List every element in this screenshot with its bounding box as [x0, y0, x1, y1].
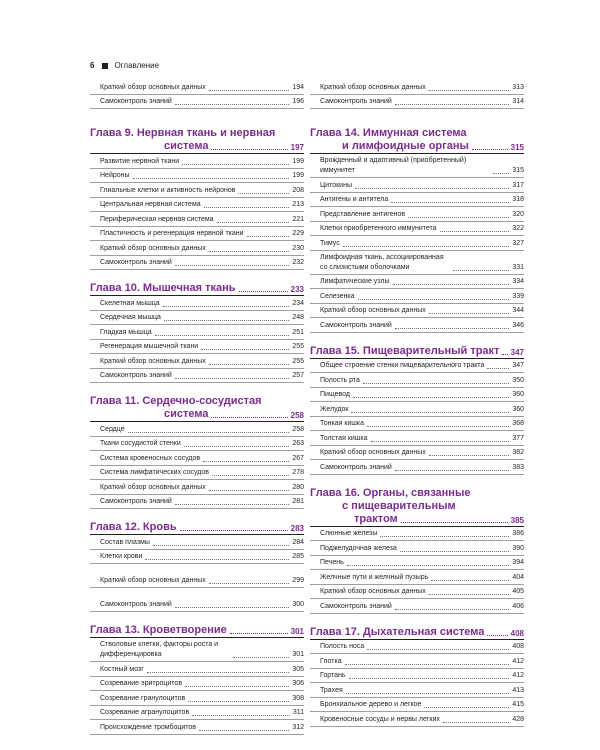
chapter-page: 385	[510, 515, 524, 525]
chapter-12-items	[90, 535, 304, 612]
toc-entry[interactable]: Периферическая нервная система 221	[90, 212, 304, 227]
toc-entry[interactable]: Трахея 413	[310, 683, 524, 698]
chapter-title: Глава 10. Мышечная ткань	[90, 282, 236, 294]
toc-column-left	[90, 80, 304, 735]
toc-entry[interactable]: Система лимфатических сосудов 278	[90, 466, 304, 481]
chapter-13-items	[90, 638, 304, 735]
toc-entry[interactable]: Сердечная мышца 248	[90, 311, 304, 326]
chapter-title: Глава 12. Кровь	[90, 521, 177, 533]
chapter-title-line2: и лимфоидные органы	[342, 140, 469, 152]
chapter-14-heading[interactable]	[310, 127, 524, 154]
toc-entry[interactable]: Регенерация мышечной ткани 255	[90, 340, 304, 355]
chapter-10-items	[90, 296, 304, 383]
chapter-title: Глава 9. Нервная ткань и нервная	[90, 127, 276, 139]
toc-entry[interactable]: Самоконтроль знаний 257	[90, 369, 304, 384]
toc-entry[interactable]: Самоконтроль знаний 406	[310, 599, 524, 614]
toc-entry[interactable]: Желчные пути и желчный пузырь 404	[310, 570, 524, 585]
toc-entry[interactable]: Самоконтроль знаний 314	[310, 95, 524, 110]
toc-entry[interactable]: Полость носа 408	[310, 640, 524, 655]
toc-entry[interactable]: Самоконтроль знаний 196	[90, 95, 304, 110]
toc-entry[interactable]: Общее строение стенки пищеварительного тракта 347	[310, 359, 524, 374]
toc-entry[interactable]: Краткий обзор основных данных 230	[90, 241, 304, 256]
toc-entry[interactable]: Краткий обзор основных данных 280	[90, 480, 304, 495]
chapter-page: 233	[290, 285, 304, 294]
chapter-15-heading[interactable]	[310, 345, 524, 359]
page-number: 6	[90, 61, 95, 70]
toc-entry[interactable]: Стволовые клетки, факторы роста и дифференцировка 301	[90, 638, 304, 662]
chapter-title-line2: система	[164, 408, 209, 420]
toc-entry[interactable]: Тимус 327	[310, 236, 524, 251]
toc-entry[interactable]: Глотка 412	[310, 654, 524, 669]
toc-entry[interactable]: Краткий обзор основных данных 382	[310, 446, 524, 461]
toc-entry[interactable]: Слюнные железы 386	[310, 527, 524, 542]
toc-entry[interactable]: Лимфатические узлы 334	[310, 275, 524, 290]
chapter-9-heading[interactable]	[90, 127, 304, 154]
toc-entry[interactable]: Тонкая кишка 368	[310, 417, 524, 432]
toc-entry[interactable]: Лимфоидная ткань, ассоциированная со слизистыми оболочками 331	[310, 251, 524, 275]
toc-entry[interactable]: Краткий обзор основных данных 299	[90, 564, 304, 588]
toc-entry[interactable]: Полость рта 350	[310, 373, 524, 388]
chapter-9-items	[90, 154, 304, 270]
chapter-title: Глава 11. Сердечно-сосудистая	[90, 395, 262, 407]
section-pre-left	[90, 80, 304, 109]
toc-entry[interactable]: Краткий обзор основных данных 194	[90, 80, 304, 95]
toc-entry[interactable]: Клетки крови 285	[90, 550, 304, 565]
chapter-title: Глава 17. Дыхательная система	[310, 625, 485, 638]
page-header	[90, 61, 159, 70]
chapter-15-items	[310, 359, 524, 475]
toc-entry[interactable]: Цитокины 317	[310, 178, 524, 193]
toc-entry[interactable]: Бронхиальное дерево и легкое 415	[310, 698, 524, 713]
toc-entry[interactable]: Врожденный и адаптивный (приобретенный) иммунитет 315	[310, 154, 524, 178]
chapter-page: 197	[290, 143, 304, 152]
chapter-title-line2: система	[164, 140, 209, 152]
toc-entry[interactable]: Сердце 258	[90, 422, 304, 437]
chapter-title-line2: с пищеварительным	[342, 499, 456, 512]
toc-entry[interactable]: Клетки приобретенного иммунитета 322	[310, 222, 524, 237]
toc-entry[interactable]: Антигены и антитела 318	[310, 193, 524, 208]
chapter-12-heading[interactable]	[90, 521, 304, 535]
toc-entry[interactable]: Кровеносные сосуды и нервы легких 428	[310, 712, 524, 727]
toc-entry[interactable]: Краткий обзор основных данных 313	[310, 80, 524, 95]
toc-entry[interactable]: Нейроны 199	[90, 169, 304, 184]
chapter-13-heading[interactable]	[90, 624, 304, 638]
toc-entry[interactable]: Ткани сосудистой стенки 263	[90, 437, 304, 452]
chapter-16-items	[310, 527, 524, 614]
toc-entry[interactable]: Самоконтроль знаний 281	[90, 495, 304, 510]
toc-entry[interactable]: Самоконтроль знаний 383	[310, 460, 524, 475]
chapter-page: 258	[290, 411, 304, 420]
toc-entry[interactable]: Созревание эритроцитов 306	[90, 677, 304, 692]
square-bullet-icon	[102, 63, 108, 69]
toc-entry[interactable]: Глиальные клетки и активность нейронов 208	[90, 183, 304, 198]
chapter-title: Глава 15. Пищеварительный тракт	[310, 344, 500, 357]
toc-entry[interactable]: Скелетная мышца 234	[90, 296, 304, 311]
chapter-title-line3: трактом	[354, 512, 398, 525]
toc-entry[interactable]: Система кровеносных сосудов 267	[90, 451, 304, 466]
toc-entry[interactable]: Созревание агранулоцитов 311	[90, 706, 304, 721]
chapter-title: Глава 16. Органы, связанные	[310, 486, 471, 499]
chapter-17-items	[310, 640, 524, 727]
toc-entry[interactable]: Центральная нервная система 213	[90, 198, 304, 213]
toc-entry[interactable]: Развитие нервной ткани 199	[90, 154, 304, 169]
toc-column-right	[310, 80, 524, 727]
chapter-page: 315	[510, 143, 524, 152]
toc-entry[interactable]: Гортань 412	[310, 669, 524, 684]
chapter-title: Глава 14. Иммунная система	[310, 127, 467, 139]
toc-entry[interactable]: Происхождение тромбоцитов 312	[90, 720, 304, 735]
chapter-17-heading[interactable]	[310, 626, 524, 640]
toc-entry[interactable]: Поджелудочная железа 390	[310, 541, 524, 556]
chapter-page: 301	[290, 627, 304, 636]
toc-entry[interactable]: Состав плазмы 284	[90, 535, 304, 550]
chapter-page: 283	[290, 524, 304, 533]
chapter-page: 347	[510, 347, 524, 357]
toc-entry[interactable]: Костный мозг 305	[90, 662, 304, 677]
toc-entry[interactable]: Печень 394	[310, 556, 524, 571]
page-header-title: Оглавление	[114, 61, 160, 70]
chapter-14-items	[310, 154, 524, 333]
toc-entry[interactable]: Краткий обзор основных данных 405	[310, 585, 524, 600]
toc-entry[interactable]: Гладкая мышца 251	[90, 325, 304, 340]
chapter-10-heading[interactable]	[90, 282, 304, 296]
toc-entry[interactable]: Представление антигенов 320	[310, 207, 524, 222]
toc-entry[interactable]: Пищевод 360	[310, 388, 524, 403]
section-pre-right	[310, 80, 524, 109]
toc-entry[interactable]: Пластичность и регенерация нервной ткани 229	[90, 227, 304, 242]
chapter-page: 408	[510, 628, 524, 638]
toc-entry[interactable]: Краткий обзор основных данных 344	[310, 304, 524, 319]
toc-entry[interactable]: Толстая кишка 377	[310, 431, 524, 446]
chapter-16-heading[interactable]	[310, 487, 524, 527]
chapter-title: Глава 13. Кроветворение	[90, 624, 227, 636]
toc-entry[interactable]: Самоконтроль знаний 232	[90, 256, 304, 271]
toc-entry[interactable]: Самоконтроль знаний 300	[90, 588, 304, 612]
toc-entry[interactable]: Селезенка 339	[310, 289, 524, 304]
toc-entry[interactable]: Краткий обзор основных данных 255	[90, 354, 304, 369]
toc-entry[interactable]: Желудок 360	[310, 402, 524, 417]
chapter-11-items	[90, 422, 304, 509]
toc-entry[interactable]: Самоконтроль знаний 346	[310, 318, 524, 333]
chapter-11-heading[interactable]	[90, 395, 304, 422]
toc-entry[interactable]: Созревание гранулоцитов 308	[90, 691, 304, 706]
